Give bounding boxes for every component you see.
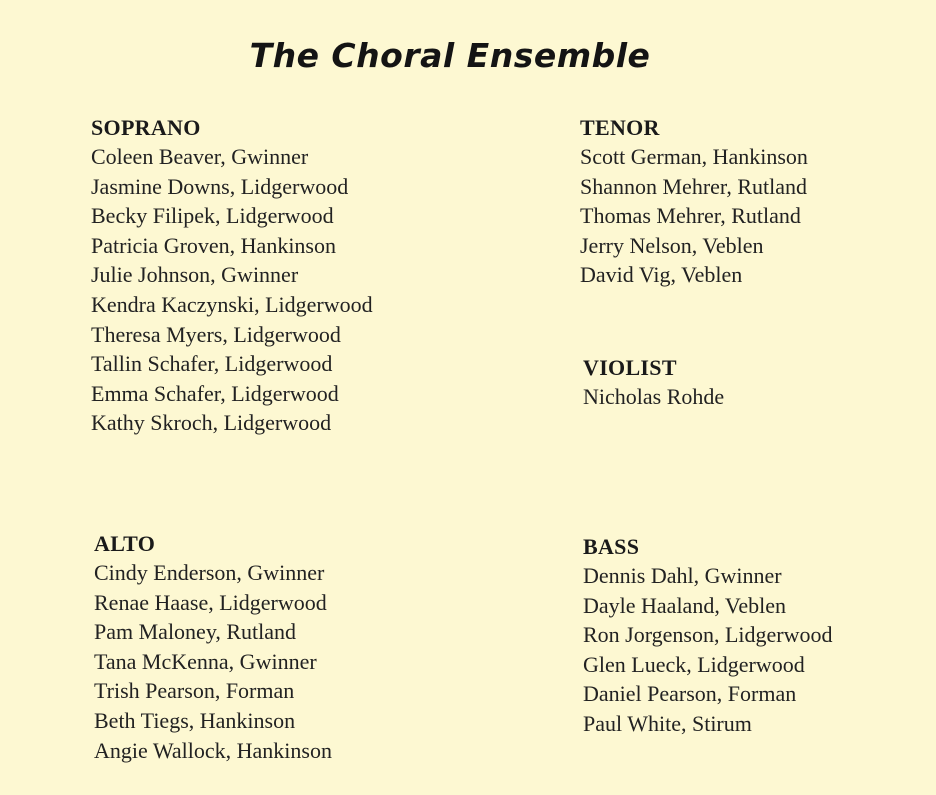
section-heading-alto: ALTO bbox=[94, 531, 156, 556]
member-list-alto bbox=[94, 558, 332, 765]
list-item: Scott German, Hankinson bbox=[580, 144, 808, 169]
list-item: Pam Maloney, Rutland bbox=[94, 619, 297, 645]
list-item: Trish Pearson, Forman bbox=[94, 678, 295, 704]
section-heading-bass: BASS bbox=[583, 534, 640, 559]
list-item: David Vig, Veblen bbox=[580, 262, 743, 288]
violist-section bbox=[583, 354, 724, 412]
soprano-section bbox=[91, 114, 373, 438]
section-heading-violist: VIOLIST bbox=[583, 355, 677, 380]
list-item: Tana McKenna, Gwinner bbox=[94, 648, 317, 674]
list-item: Kendra Kaczynski, Lidgerwood bbox=[91, 291, 373, 317]
list-item: Paul White, Stirum bbox=[583, 710, 752, 736]
list-item: Dayle Haaland, Veblen bbox=[583, 592, 787, 618]
list-item: Angie Wallock, Hankinson bbox=[94, 737, 332, 763]
list-item: Daniel Pearson, Forman bbox=[583, 681, 797, 707]
list-item: Beth Tiegs, Hankinson bbox=[94, 707, 296, 733]
alto-section bbox=[94, 530, 332, 765]
list-item: Jasmine Downs, Lidgerwood bbox=[91, 173, 349, 199]
list-item: Thomas Mehrer, Rutland bbox=[580, 203, 801, 229]
list-item: Theresa Myers, Lidgerwood bbox=[91, 321, 341, 347]
list-item: Becky Filipek, Lidgerwood bbox=[91, 203, 334, 229]
tenor-section bbox=[580, 114, 808, 290]
list-item: Coleen Beaver, Gwinner bbox=[91, 144, 309, 169]
list-item: Tallin Schafer, Lidgerwood bbox=[91, 351, 333, 377]
list-item: Shannon Mehrer, Rutland bbox=[580, 173, 808, 199]
list-item: Nicholas Rohde bbox=[583, 384, 725, 409]
bass-section bbox=[583, 533, 833, 739]
section-heading-soprano: SOPRANO bbox=[91, 115, 201, 140]
list-item: Julie Johnson, Gwinner bbox=[91, 262, 299, 288]
list-item: Dennis Dahl, Gwinner bbox=[583, 563, 782, 588]
list-item: Jerry Nelson, Veblen bbox=[580, 232, 764, 258]
member-list-soprano bbox=[91, 142, 373, 438]
page-title: The Choral Ensemble bbox=[249, 36, 651, 75]
list-item: Patricia Groven, Hankinson bbox=[91, 232, 336, 258]
member-list-violist bbox=[583, 382, 724, 412]
list-item: Kathy Skroch, Lidgerwood bbox=[91, 410, 332, 436]
list-item: Emma Schafer, Lidgerwood bbox=[91, 380, 339, 406]
list-item: Cindy Enderson, Gwinner bbox=[94, 560, 325, 585]
list-item: Ron Jorgenson, Lidgerwood bbox=[583, 622, 833, 648]
section-heading-tenor: TENOR bbox=[580, 115, 660, 140]
member-list-tenor bbox=[580, 142, 808, 290]
list-item: Glen Lueck, Lidgerwood bbox=[583, 651, 805, 677]
member-list-bass bbox=[583, 561, 833, 739]
list-item: Renae Haase, Lidgerwood bbox=[94, 589, 327, 615]
